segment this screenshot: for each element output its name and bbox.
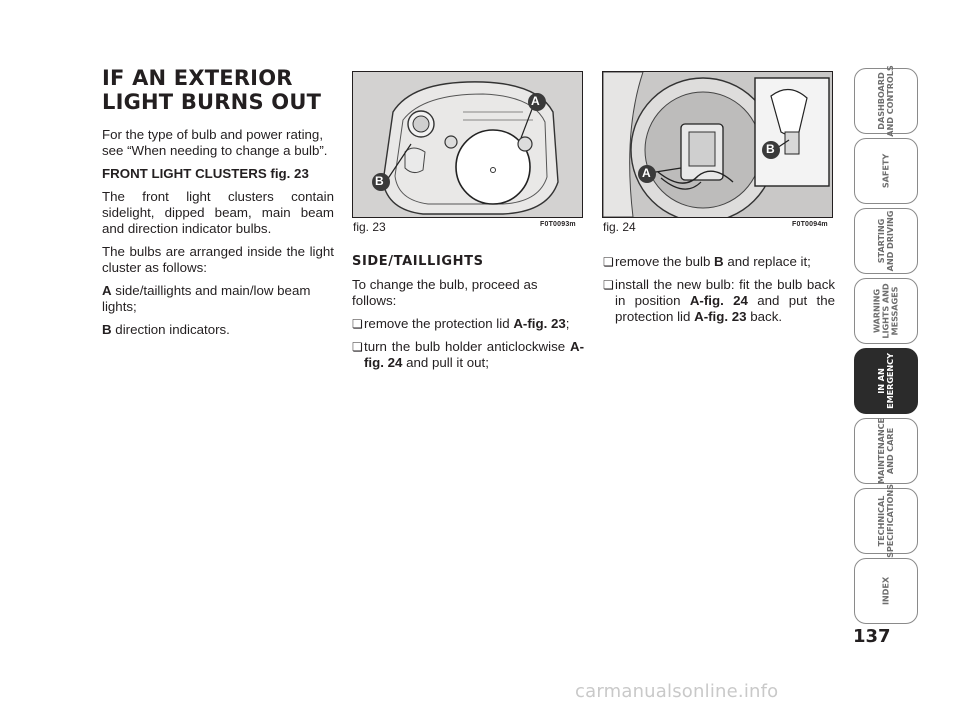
tab-label-line-1: WARNING xyxy=(871,288,882,334)
bulb-holder-drawing xyxy=(603,72,832,217)
item-b-text: direction indicators. xyxy=(111,322,230,337)
title-line-1: IF AN EXTERIOR xyxy=(102,66,293,90)
figure-24-code: F0T0094m xyxy=(792,221,828,228)
tab-label-line-2: SPECIFICATIONS xyxy=(885,484,895,558)
checkbox-bullet-icon: ❏ xyxy=(603,278,614,292)
procedure-intro: To change the bulb, proceed as follows: xyxy=(352,277,538,308)
side-taillights-heading: SIDE/TAILLIGHTS xyxy=(352,254,484,269)
column-2 xyxy=(352,254,584,378)
step-text: and put the protection lid xyxy=(615,293,835,324)
figure-24-caption: fig. 24 xyxy=(603,220,636,234)
title-line-2: LIGHT BURNS OUT xyxy=(102,90,322,114)
arrangement-paragraph: The bulbs are arranged inside the light cluster as follows: xyxy=(102,244,334,275)
tab-warning-lights-and-messages[interactable] xyxy=(854,278,918,344)
intro-paragraph: For the type of bulb and power rating, see “When needing to change a bulb”. xyxy=(102,127,328,158)
tab-label-line-1: TECHNICAL xyxy=(876,495,886,547)
tab-dashboard-and-controls[interactable] xyxy=(854,65,918,137)
item-b xyxy=(102,322,334,338)
tab-label-line-3: MESSAGES xyxy=(889,286,900,336)
tab-label-line-1: IN AN xyxy=(876,368,886,394)
bulb-reference: B xyxy=(714,254,724,269)
tab-safety[interactable] xyxy=(854,138,918,204)
step-text: ; xyxy=(565,316,570,331)
tab-label-line-1: DASHBOARD xyxy=(876,72,886,130)
tab-label-line-1: STARTING xyxy=(876,218,886,264)
tab-index[interactable] xyxy=(854,558,918,624)
column-1 xyxy=(102,127,334,345)
figure-24-label-a: A xyxy=(642,166,651,180)
list-item xyxy=(603,277,835,325)
tab-label-line-2: AND CARE xyxy=(885,427,895,475)
tab-label-line-2: AND DRIVING xyxy=(885,210,895,272)
page-number: 137 xyxy=(853,626,891,647)
tab-label-line-2: LIGHTS AND xyxy=(880,283,891,339)
item-a-letter: A xyxy=(102,283,112,298)
clusters-paragraph: The front light clusters contain sidelight, dipped beam, main beam and direction indicator bulbs. xyxy=(102,189,334,236)
item-a xyxy=(102,283,334,315)
step-text: and pull it out; xyxy=(402,355,489,370)
item-a-text: side/taillights and main/low beam lights; xyxy=(102,283,311,314)
step-text: remove the protection lid xyxy=(364,316,514,331)
step-text: remove the bulb xyxy=(615,254,715,269)
figure-24-label-b: B xyxy=(766,142,775,156)
figure-23-code: F0T0093m xyxy=(540,221,576,228)
list-item xyxy=(352,316,584,332)
figure-24-image xyxy=(602,71,833,218)
column-3 xyxy=(603,254,835,332)
checkbox-bullet-icon: ❏ xyxy=(603,255,614,269)
watermark: carmanualsonline.info xyxy=(575,681,779,702)
list-item xyxy=(603,254,835,270)
tab-label-line-2: EMERGENCY xyxy=(885,353,895,409)
figure-reference: A-fig. 24 xyxy=(689,293,748,308)
checkbox-bullet-icon: ❏ xyxy=(352,340,363,354)
section-heading: FRONT LIGHT CLUSTERS fig. 23 xyxy=(102,166,309,181)
figure-reference: A-fig. 24 xyxy=(364,339,584,370)
tab-label-line-1: SAFETY xyxy=(880,153,891,189)
headlight-cluster-drawing xyxy=(353,72,582,217)
checkbox-bullet-icon: ❏ xyxy=(352,317,363,331)
figure-reference: A-fig. 23 xyxy=(694,309,747,324)
tab-starting-and-driving[interactable] xyxy=(854,208,918,274)
figure-23-label-b: B xyxy=(375,174,384,188)
figure-23-image xyxy=(352,71,583,218)
tab-label-line-1: MAINTENANCE xyxy=(876,417,886,485)
figure-23-caption: fig. 23 xyxy=(353,220,386,234)
list-item xyxy=(352,339,584,371)
page-title xyxy=(102,66,342,114)
step-text: and replace it; xyxy=(723,254,811,269)
step-text: turn the bulb holder anticlockwise xyxy=(364,339,570,354)
tab-maintenance-and-care[interactable] xyxy=(854,418,918,484)
tab-in-an-emergency[interactable] xyxy=(854,348,918,414)
figure-reference: A-fig. 23 xyxy=(513,316,566,331)
tab-label-line-1: INDEX xyxy=(880,576,891,606)
step-text: back. xyxy=(746,309,783,324)
tab-technical-specifications[interactable] xyxy=(854,484,918,558)
item-b-letter: B xyxy=(102,322,112,337)
tab-label-line-2: AND CONTROLS xyxy=(885,65,895,137)
figure-23-label-a: A xyxy=(531,94,540,108)
step-text: install the new bulb: fit the bulb back in position xyxy=(615,277,835,308)
